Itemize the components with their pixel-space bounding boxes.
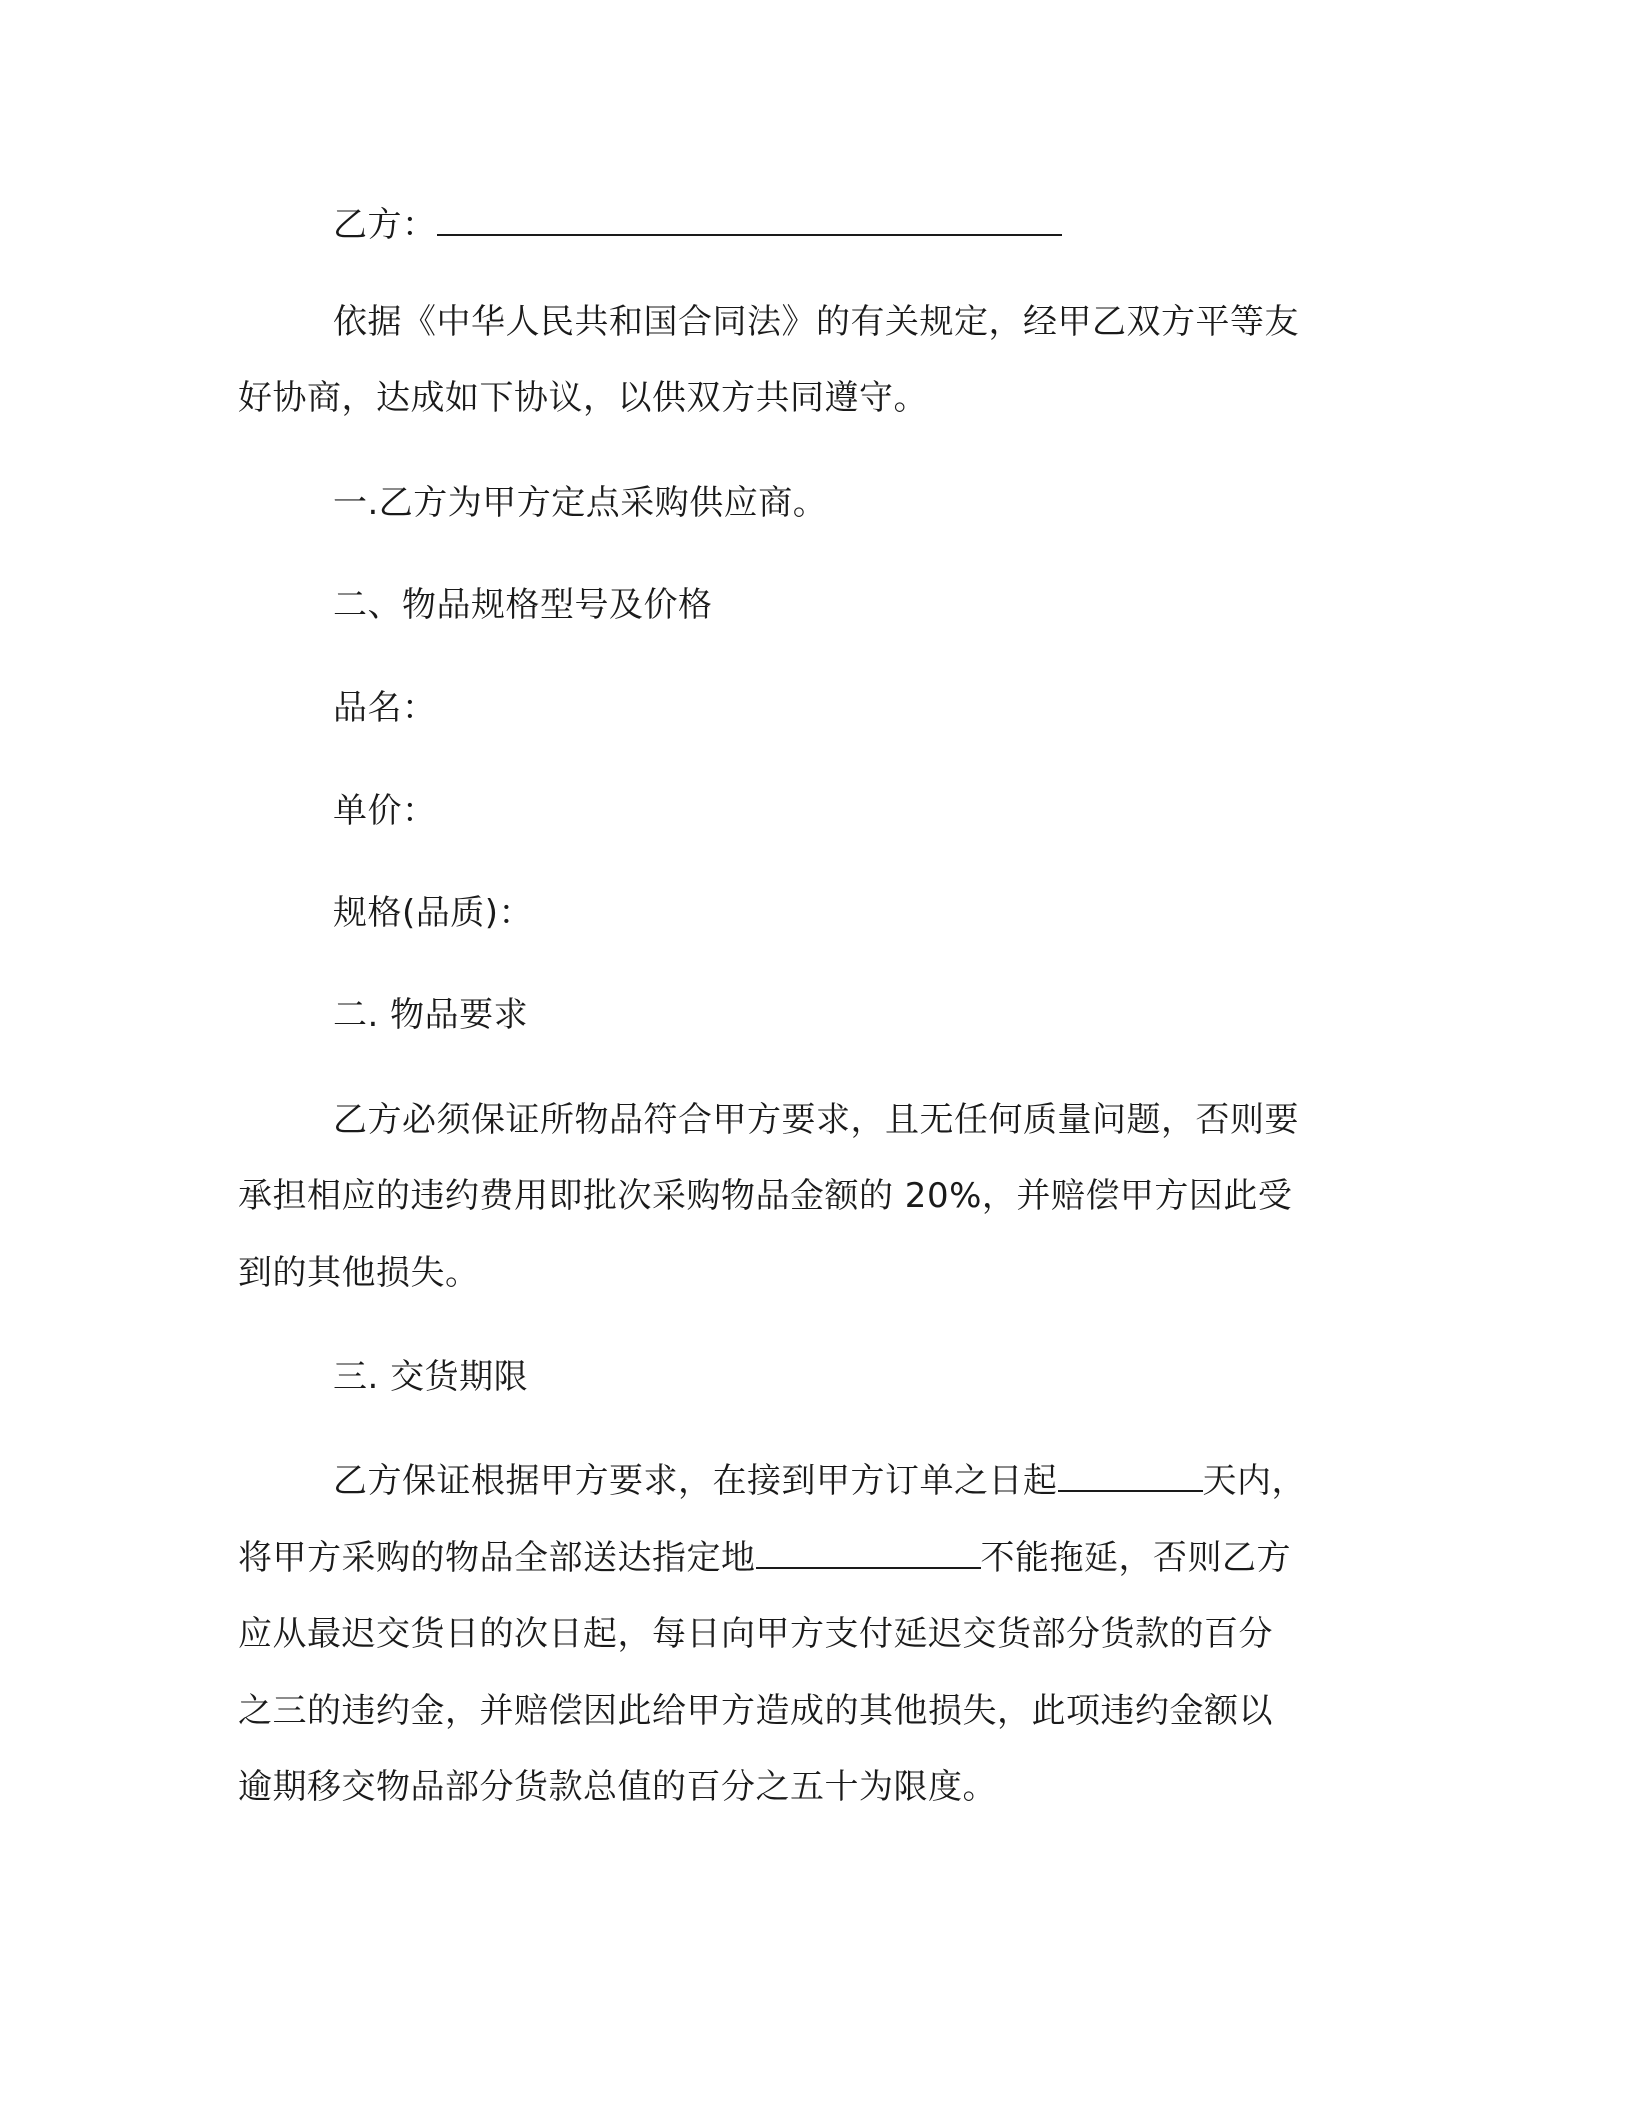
delivery-line-2-text-a: 将甲方采购的物品全部送达指定地: [238, 1538, 756, 1578]
delivery-line-1-text-b: 天内，: [1202, 1461, 1306, 1501]
item-name-label: 品名：: [333, 688, 437, 728]
delivery-line-2: [238, 1538, 1291, 1578]
delivery-line-5: 逾期移交物品部分货款总值的百分之五十为限度。: [238, 1767, 997, 1807]
party-b-blank: [437, 206, 1062, 236]
days-blank: [1058, 1462, 1203, 1492]
intro-line-1: 依据《中华人民共和国合同法》的有关规定，经甲乙双方平等友: [333, 302, 1299, 342]
delivery-line-1: [333, 1461, 1306, 1501]
party-b-line: [333, 205, 1062, 245]
delivery-line-1-text-a: 乙方保证根据甲方要求，在接到甲方订单之日起: [333, 1461, 1058, 1501]
requirements-line-2: 承担相应的违约费用即批次采购物品金额的 20%，并赔偿甲方因此受: [238, 1176, 1293, 1216]
location-blank: [756, 1539, 981, 1569]
requirements-line-1: 乙方必须保证所物品符合甲方要求，且无任何质量问题，否则要: [333, 1100, 1299, 1140]
spec-label: 规格(品质)：: [333, 893, 534, 933]
delivery-line-2-text-b: 不能拖延，否则乙方: [980, 1538, 1291, 1578]
requirements-line-3: 到的其他损失。: [238, 1253, 480, 1293]
requirements-heading: 二. 物品要求: [333, 995, 529, 1035]
delivery-line-3: 应从最迟交货日的次日起，每日向甲方支付延迟交货部分货款的百分: [238, 1614, 1273, 1654]
unit-price-label: 单价：: [333, 791, 437, 831]
clause-2-heading: 二、物品规格型号及价格: [333, 585, 713, 625]
delivery-line-4: 之三的违约金，并赔偿因此给甲方造成的其他损失，此项违约金额以: [238, 1691, 1273, 1731]
party-b-label: 乙方：: [333, 205, 437, 245]
delivery-heading: 三. 交货期限: [333, 1357, 529, 1397]
intro-line-2: 好协商，达成如下协议，以供双方共同遵守。: [238, 378, 928, 418]
clause-1: 一.乙方为甲方定点采购供应商。: [333, 483, 828, 523]
